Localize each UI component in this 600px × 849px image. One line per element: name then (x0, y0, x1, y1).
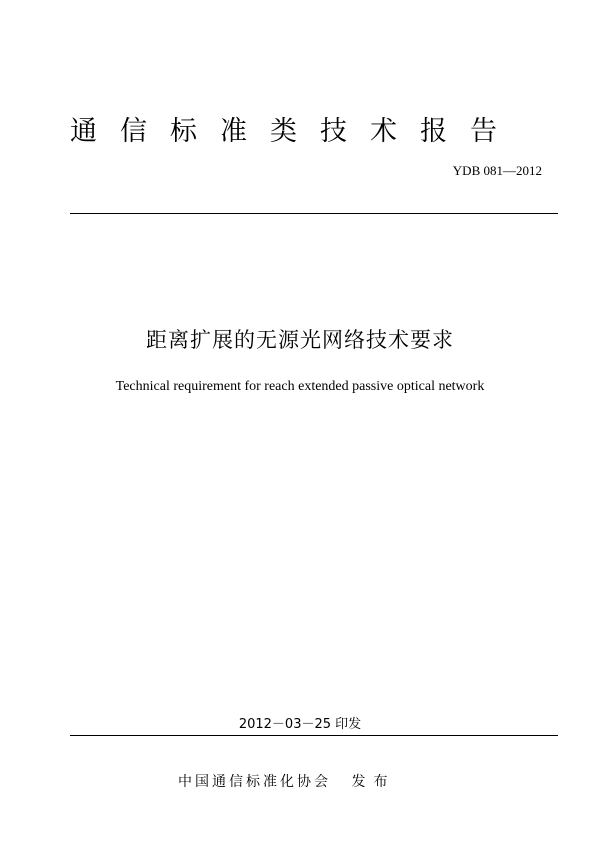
top-divider (70, 213, 558, 214)
publisher-line (178, 772, 395, 792)
issue-date: 2012－03－25 印发 (238, 717, 362, 732)
standard-number: YDB 081—2012 (452, 163, 542, 178)
publisher-name: 中国通信标准化协会 (178, 774, 331, 790)
document-title-english: Technical requirement for reach extended passive optical network (115, 379, 485, 394)
publish-label: 发布 (351, 774, 396, 790)
bottom-divider (70, 735, 558, 736)
report-series-heading: 通信标准类技术报告 (70, 116, 520, 147)
document-title-chinese: 距离扩展的无源光网络技术要求 (146, 328, 454, 352)
